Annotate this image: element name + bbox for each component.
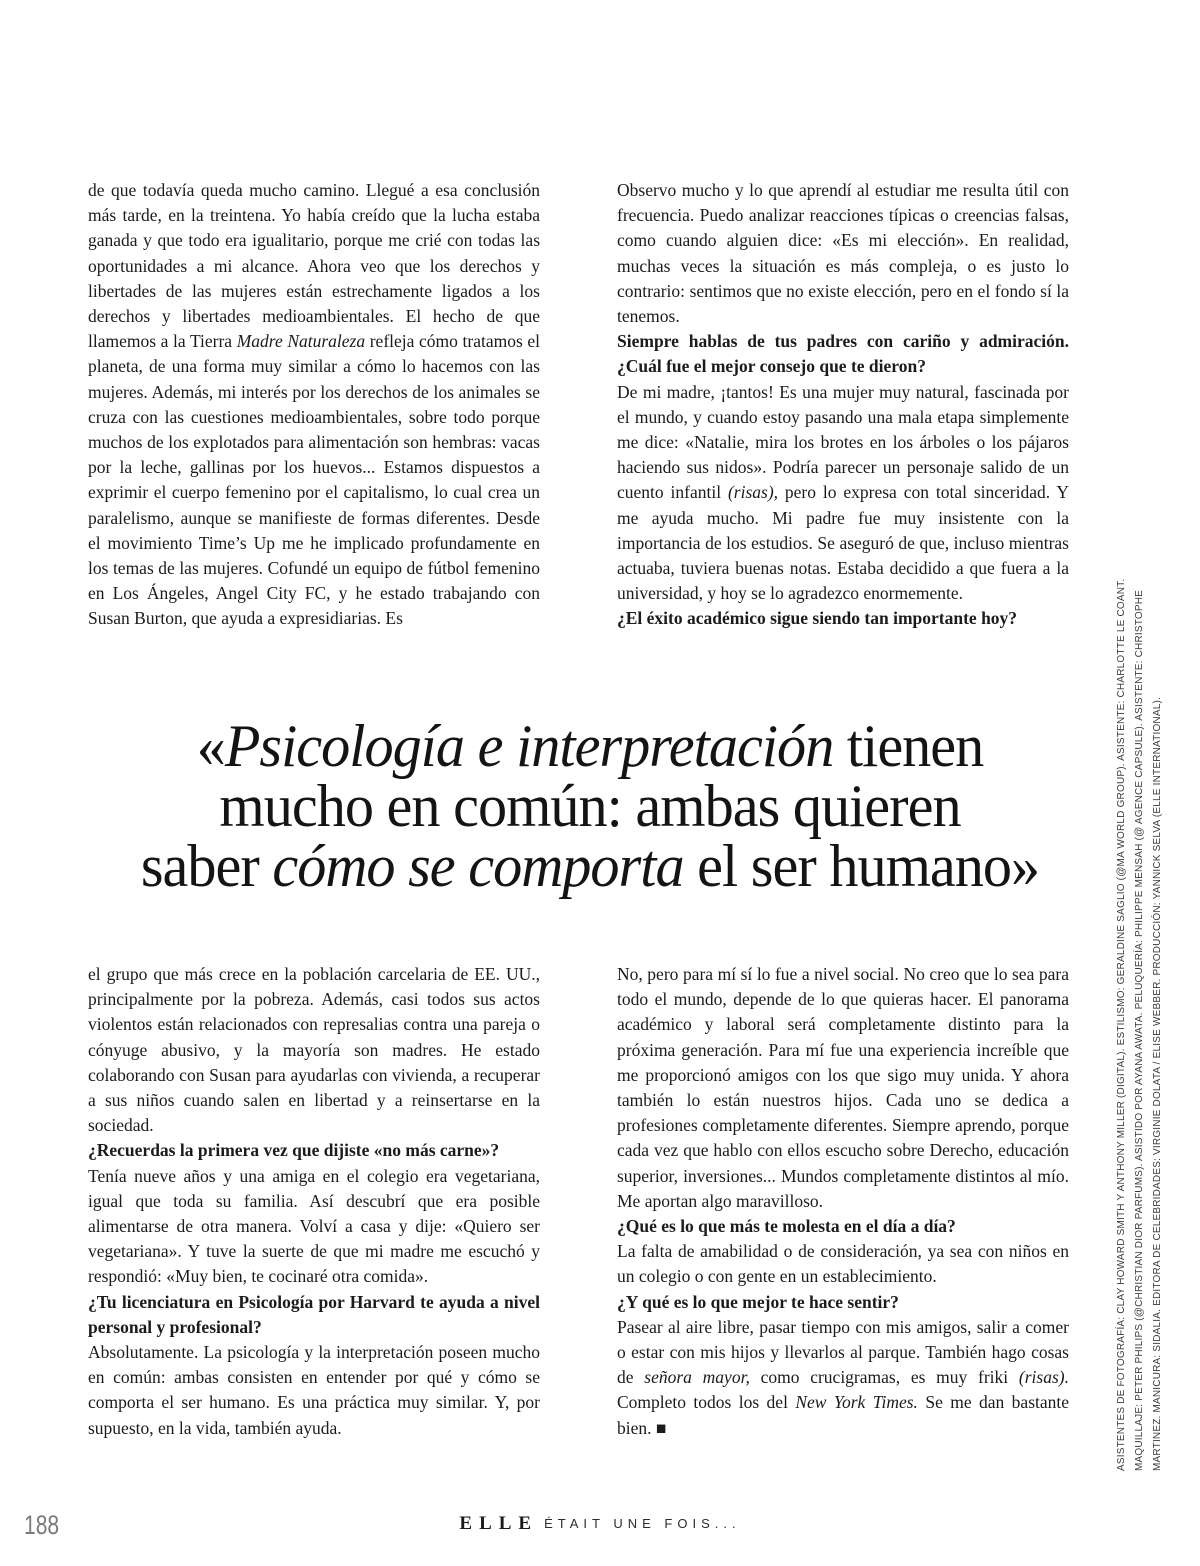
interview-answer xyxy=(88,1340,540,1441)
interview-question xyxy=(617,329,1069,379)
text: No, pero para mí sí lo fue a nivel social. No creo que lo sea para todo el mundo, depende de lo que quieras hacer. El panorama académico y laboral será completamente distinto para la próxima generación. Para mí fue una experiencia increíble que me proporcionó amigos con los que sigo muy unida. Y ahora también lo están nuestros hijos. Cada uno se dedica a profesiones completamente diferentes. Siempre aprendo, porque cada vez que hablo con ellos escucho sobre Derecho, educación superior, inversiones... Mundos completamente distintos al mío. Me aportan algo maravilloso. xyxy=(617,964,1069,1211)
text: ¿Qué es lo que más te molesta en el día a día? xyxy=(617,1216,956,1237)
photo-credits-vertical xyxy=(1113,541,1167,1471)
text: el ser humano» xyxy=(683,833,1040,899)
column-top-left xyxy=(88,178,540,632)
column-top-right xyxy=(617,178,1069,632)
footer-tagline: ÉTAIT UNE FOIS... xyxy=(544,1516,741,1531)
italic-text: (risas), xyxy=(727,482,779,503)
text: pero lo expresa con total sinceridad. Y me ayuda mucho. Mi padre fue muy insistente con la importancia de los estudios. Se aseguró de que, incluso mientras actuaba, tuviera buenas notas. Estaba decidido a que fuera a la universidad, y hoy se lo agradezco enormemente. xyxy=(617,482,1069,604)
interview-answer xyxy=(88,962,540,1138)
text: ¿Y qué es lo que mejor te hace sentir? xyxy=(617,1291,899,1312)
footer xyxy=(0,1513,1200,1535)
italic-text: Psicología e interpretación xyxy=(224,713,834,779)
interview-question xyxy=(88,1138,540,1163)
text: refleja cómo tratamos el planeta, de una forma muy similar a cómo lo hacemos con las mujeres. Además, mi interés por los derechos de los animales se cruza con las cuestiones medioambientales, sobre todo porque muchos de los explotados para alimentación son hembras: vacas por la leche, gallinas por los huevos... Estamos dispuestos a exprimir el cuerpo femenino por el capitalismo, lo cual crea un paralelismo, aunque se manifieste de formas diferentes. Desde el movimiento Time’s Up me he implicado profundamente en los temas de las mujeres. Cofundé un equipo de fútbol femenino en Los Ángeles, Angel City FC, y he estado trabajando con Susan Burton, que ayuda a expresidiarias. Es xyxy=(88,331,540,629)
text: Siempre hablas de tus padres con cariño y admiración. ¿Cuál fue el mejor consejo que te dieron? xyxy=(617,331,1069,377)
interview-question xyxy=(617,1290,1069,1315)
elle-logo: ELLE xyxy=(459,1513,539,1534)
text: Absolutamente. La psicología y la interpretación poseen mucho en común: ambas consisten en entender por qué y cómo se comporta el ser humano. Es una práctica muy similar. Y, por supuesto, en la vida, también ayuda. xyxy=(88,1342,540,1438)
interview-answer xyxy=(617,178,1069,329)
interview-answer xyxy=(617,380,1069,607)
page-number: 188 xyxy=(24,1510,60,1540)
column-bottom-left xyxy=(88,962,540,1441)
text: ¿Recuerdas la primera vez que dijiste «no más carne»? xyxy=(88,1140,500,1161)
italic-text: (risas). xyxy=(1018,1367,1069,1388)
italic-text: Madre Naturaleza xyxy=(236,331,366,352)
interview-question xyxy=(617,606,1069,631)
text: Observo mucho y lo que aprendí al estudiar me resulta útil con frecuencia. Puedo analizar reacciones típicas o creencias falsas, como cuando alguien dice: «Es mi elección». En realidad, muchas veces la situación es más compleja, o es justo lo contrario: sentimos que no existe elección, pero en el fondo sí la tenemos. xyxy=(617,180,1069,327)
text: saber xyxy=(140,833,273,899)
pull-quote-line xyxy=(71,773,1109,839)
text: mucho en común: ambas quieren xyxy=(219,773,961,839)
text: Se me dan bastante bien. ■ xyxy=(617,1392,1070,1438)
text: ¿El éxito académico sigue siendo tan importante hoy? xyxy=(617,608,1018,629)
credits-line: ASISTENTES DE FOTOGRAFÍA: CLAY HOWARD SMITH Y ANTHONY MILLER (DIGITAL). ESTILISMO: GERALDINE SAGLIO (@MA WORLD GROUP). ASISTENTE: CHARLOTTE LE COANT. xyxy=(1116,578,1127,1471)
credits-line: MAQUILLAJE: PETER PHILIPS (@CHRISTIAN DIOR PARFUMS). ASISTIDO POR AYANA AWATA. PELUQUERÍA: PHILIPPE MENSAH (@ AGENCE CAPSULE). ASISTENTE: CHRISTOPHE xyxy=(1134,589,1145,1471)
text: tienen xyxy=(833,713,984,779)
pull-quote xyxy=(55,713,1125,899)
interview-answer xyxy=(88,178,540,632)
text: ¿Tu licenciatura en Psicología por Harvard te ayuda a nivel personal y profesional? xyxy=(88,1291,540,1337)
italic-text: cómo se comporta xyxy=(272,833,684,899)
text: de que todavía queda mucho camino. Llegué a esa conclusión más tarde, en la treintena. Yo había creído que la lucha estaba ganada y que todo era igualitario, porque me crié con todas las oportunidades a mi alcance. Ahora veo que los derechos y libertades de las mujeres están estrechamente ligados a los derechos y libertades medioambientales. El hecho de que llamemos a la Tierra xyxy=(88,180,540,352)
italic-text: señora mayor, xyxy=(644,1367,750,1388)
interview-answer xyxy=(617,1239,1069,1289)
text: La falta de amabilidad o de consideración, ya sea con niños en un colegio o con gente en un establecimiento. xyxy=(617,1241,1069,1287)
column-bottom-right xyxy=(617,962,1069,1441)
text: como crucigramas, es muy friki xyxy=(749,1367,1019,1388)
text: Tenía nueve años y una amiga en el colegio era vegetariana, igual que toda su familia. Así descubrí que era posible alimentarse de otra manera. Volví a casa y dije: «Quiero ser vegetariana». Y tuve la suerte de que mi madre me escuchó y respondió: «Muy bien, te cocinaré otra comida». xyxy=(88,1165,540,1287)
interview-answer xyxy=(617,1315,1069,1441)
italic-text: New York Times. xyxy=(795,1392,918,1413)
text: De mi madre, ¡tantos! Es una mujer muy natural, fascinada por el mundo, y cuando estoy pasando una mala etapa simplemente me dice: «Natalie, mira los brotes en los árboles o los pájaros haciendo sus nidos». Podría parecer un personaje salido de un cuento infantil xyxy=(617,381,1069,503)
interview-answer xyxy=(88,1164,540,1290)
interview-answer xyxy=(617,962,1069,1214)
interview-question xyxy=(617,1214,1069,1239)
interview-question xyxy=(88,1290,540,1340)
text: Completo todos los del xyxy=(617,1392,796,1413)
credits-line: MARTINEZ. MANICURA: SIDALIA. EDITORA DE CELEBRIDADES: VIRGINIE DOLATA / ELISE WEBBER. PRODUCCIÓN: YANNICK SELVA (ELLE INTERNATIONAL). xyxy=(1152,697,1163,1471)
text: el grupo que más crece en la población carcelaria de EE. UU., principalmente por la pobreza. Además, casi todos sus actos violentos están relacionados con represalias contra una pareja o cónyuge abusivo, y la mayoría son madres. He estado colaborando con Susan para ayudarlas con vivienda, a recuperar a sus niños cuando salen en libertad y a reinsertarse en la sociedad. xyxy=(88,964,540,1136)
pull-quote-line xyxy=(71,713,1109,779)
pull-quote-line xyxy=(71,833,1109,899)
text: Pasear al aire libre, pasar tiempo con mis amigos, salir a comer o estar con mis hijos y llevarlos al parque. También hago cosas de xyxy=(617,1316,1069,1388)
text: « xyxy=(196,713,225,779)
